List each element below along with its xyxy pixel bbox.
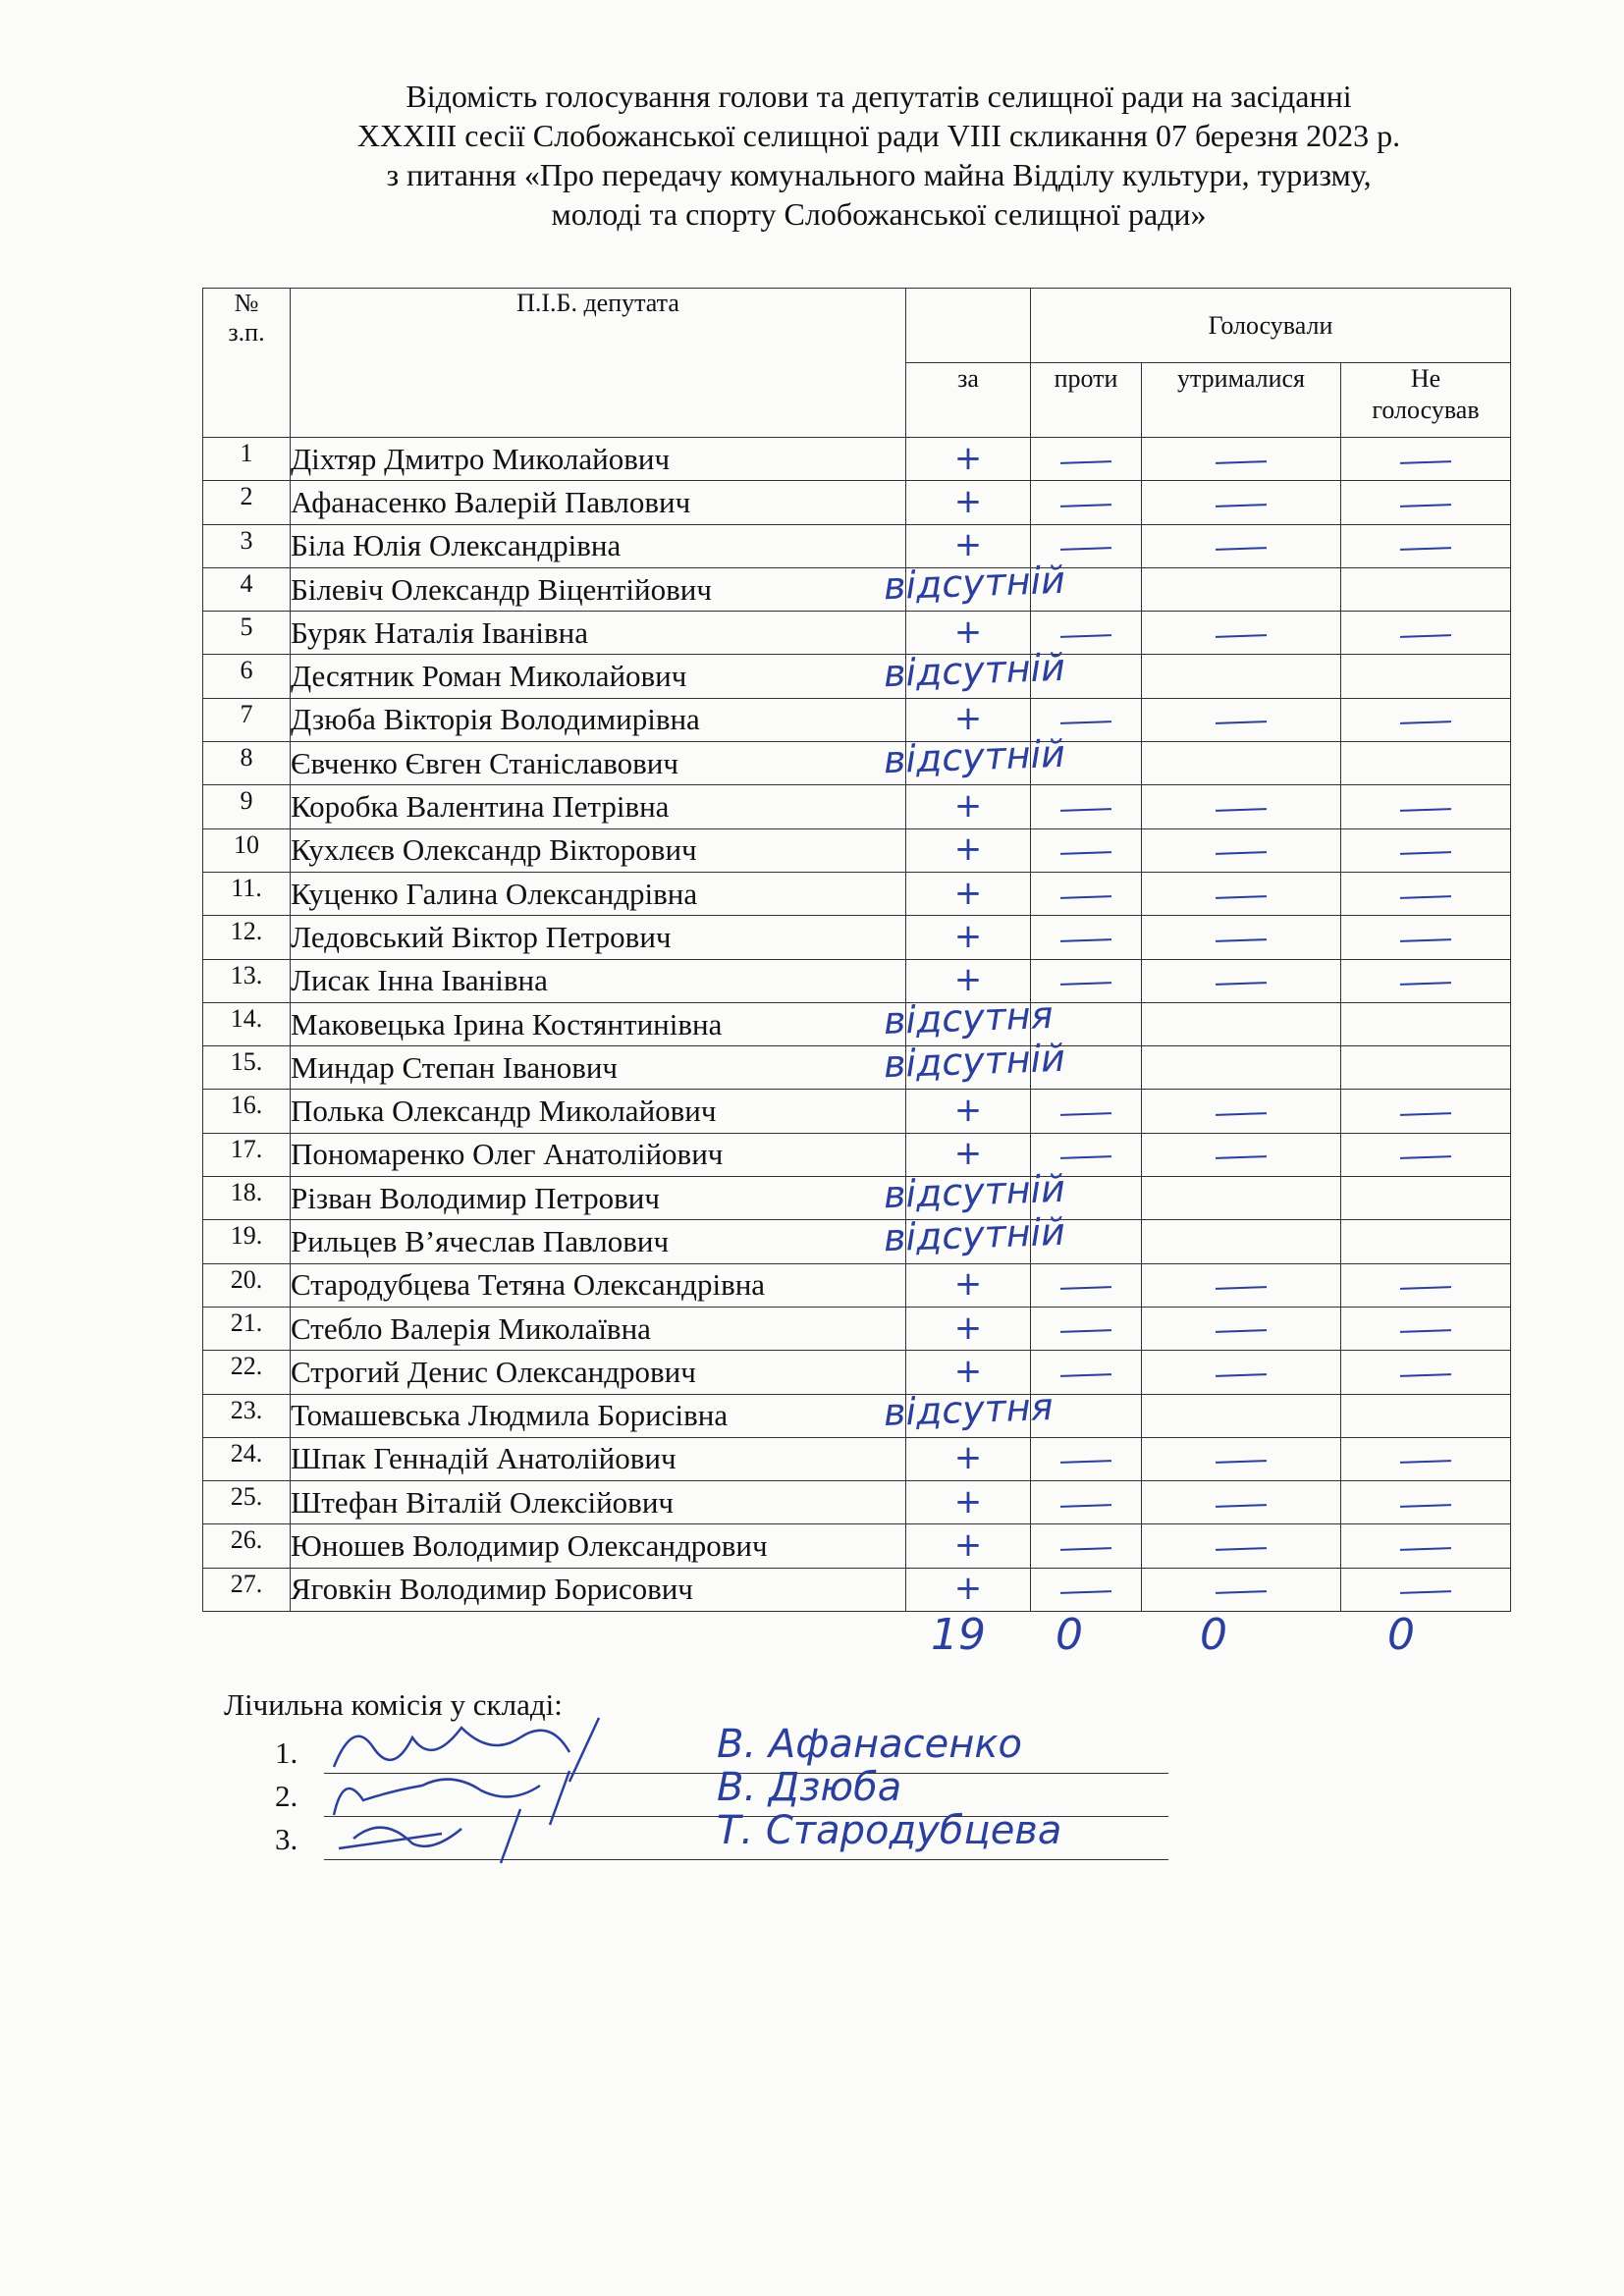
dash-mark	[1216, 1590, 1267, 1594]
table-row	[203, 438, 1511, 481]
vote-against-cell	[1031, 828, 1142, 872]
row-number: 4	[203, 567, 291, 611]
commission-member-number: 1.	[275, 1735, 298, 1770]
commission-member-name: В. Дзюба	[717, 1765, 902, 1810]
dash-mark	[1216, 808, 1267, 812]
vote-not-voted-cell	[1341, 1351, 1511, 1394]
dash-mark	[1216, 460, 1267, 464]
dash-mark	[1400, 1330, 1451, 1334]
vote-abstained-cell	[1142, 1177, 1341, 1220]
dash-mark	[1060, 1286, 1111, 1290]
dash-mark	[1060, 1112, 1111, 1116]
vote-for-cell	[906, 916, 1031, 959]
voting-table	[202, 288, 1511, 1612]
vote-not-voted-cell	[1341, 916, 1511, 959]
dash-mark	[1060, 851, 1111, 855]
vote-not-voted-cell	[1341, 872, 1511, 915]
vote-abstained-cell	[1142, 742, 1341, 785]
dash-mark	[1060, 1155, 1111, 1159]
dash-mark	[1400, 504, 1451, 507]
row-number: 21.	[203, 1307, 291, 1350]
vote-abstained-cell	[1142, 1568, 1341, 1611]
deputy-name: Дзюба Вікторія Володимирівна	[291, 698, 906, 741]
row-number: 10	[203, 828, 291, 872]
dash-mark	[1400, 1155, 1451, 1159]
vote-against-cell	[1031, 1524, 1142, 1568]
vote-against-cell	[1031, 1307, 1142, 1350]
dash-mark	[1216, 1547, 1267, 1551]
col-abstained-header: утрималися	[1142, 363, 1341, 438]
absent-note: відсутній	[883, 1166, 1066, 1217]
total-against: 0	[1056, 1610, 1083, 1660]
vote-against-cell	[1031, 916, 1142, 959]
plus-mark: +	[953, 1351, 983, 1391]
dash-mark	[1400, 851, 1451, 855]
handwritten-signature	[324, 1794, 677, 1873]
dash-mark	[1216, 851, 1267, 855]
dash-mark	[1400, 982, 1451, 986]
dash-mark	[1060, 634, 1111, 638]
plus-mark: +	[953, 1134, 983, 1174]
dash-mark	[1060, 504, 1111, 507]
vote-not-voted-cell	[1341, 1481, 1511, 1524]
plus-mark: +	[953, 525, 983, 565]
vote-against-cell	[1031, 438, 1142, 481]
table-row	[203, 1524, 1511, 1568]
dash-mark	[1060, 938, 1111, 942]
vote-against-cell	[1031, 1568, 1142, 1611]
table-row	[203, 785, 1511, 828]
commission-member-number: 3.	[275, 1822, 298, 1856]
dash-mark	[1060, 895, 1111, 899]
commission-member-name: В. Афанасенко	[717, 1722, 1022, 1767]
plus-mark: +	[953, 1481, 983, 1522]
row-number: 25.	[203, 1481, 291, 1524]
vote-for-cell	[906, 828, 1031, 872]
table-row	[203, 872, 1511, 915]
vote-not-voted-cell	[1341, 1307, 1511, 1350]
vote-not-voted-cell	[1341, 1263, 1511, 1307]
deputy-name: Біла Юлія Олександрівна	[291, 524, 906, 567]
vote-for-cell	[906, 481, 1031, 524]
dash-mark	[1216, 721, 1267, 724]
commission-member-number: 2.	[275, 1779, 298, 1813]
vote-not-voted-cell	[1341, 612, 1511, 655]
dash-mark	[1060, 1373, 1111, 1377]
vote-against-cell	[1031, 1263, 1142, 1307]
plus-mark: +	[953, 960, 983, 1000]
table-row	[203, 828, 1511, 872]
row-number: 19.	[203, 1220, 291, 1263]
dash-mark	[1400, 634, 1451, 638]
table-row	[203, 524, 1511, 567]
vote-not-voted-cell	[1341, 1177, 1511, 1220]
table-row	[203, 1307, 1511, 1350]
plus-mark: +	[953, 1525, 983, 1566]
dash-mark	[1400, 938, 1451, 942]
dash-mark	[1216, 547, 1267, 551]
table-row	[203, 612, 1511, 655]
dash-mark	[1400, 1460, 1451, 1464]
col-number-header: № з.п.	[203, 289, 291, 438]
dash-mark	[1216, 982, 1267, 986]
row-number: 3	[203, 524, 291, 567]
plus-mark: +	[953, 786, 983, 827]
deputy-name: Афанасенко Валерій Павлович	[291, 481, 906, 524]
row-number: 7	[203, 698, 291, 741]
vote-against-cell	[1031, 481, 1142, 524]
vote-for-cell	[906, 785, 1031, 828]
row-number: 13.	[203, 959, 291, 1002]
row-number: 20.	[203, 1263, 291, 1307]
table-row	[203, 1220, 1511, 1263]
counting-commission-label: Лічильна комісія у складі:	[224, 1687, 563, 1722]
table-row	[203, 1046, 1511, 1090]
dash-mark	[1216, 1155, 1267, 1159]
table-row	[203, 1263, 1511, 1307]
dash-mark	[1060, 982, 1111, 986]
vote-abstained-cell	[1142, 1220, 1341, 1263]
vote-abstained-cell	[1142, 959, 1341, 1002]
plus-mark: +	[953, 873, 983, 913]
absent-note: відсутня	[883, 992, 1055, 1042]
dash-mark	[1216, 1504, 1267, 1508]
dash-mark	[1400, 1547, 1451, 1551]
table-row	[203, 1090, 1511, 1133]
vote-not-voted-cell	[1341, 438, 1511, 481]
absent-note: відсутній	[883, 558, 1066, 609]
vote-not-voted-cell	[1341, 524, 1511, 567]
deputy-name: Ледовський Віктор Петрович	[291, 916, 906, 959]
row-number: 26.	[203, 1524, 291, 1568]
table-row	[203, 698, 1511, 741]
row-number: 22.	[203, 1351, 291, 1394]
plus-mark: +	[953, 916, 983, 956]
row-number: 5	[203, 612, 291, 655]
vote-abstained-cell	[1142, 1090, 1341, 1133]
dash-mark	[1400, 721, 1451, 724]
col-blank-header	[906, 289, 1031, 363]
dash-mark	[1060, 1504, 1111, 1508]
dash-mark	[1216, 895, 1267, 899]
vote-not-voted-cell	[1341, 1046, 1511, 1090]
dash-mark	[1400, 1112, 1451, 1116]
vote-not-voted-cell	[1341, 742, 1511, 785]
absent-note: відсутній	[883, 645, 1066, 695]
vote-abstained-cell	[1142, 1307, 1341, 1350]
deputy-name: Куценко Галина Олександрівна	[291, 872, 906, 915]
dash-mark	[1216, 504, 1267, 507]
dash-mark	[1216, 1460, 1267, 1464]
col-not-voted-header: Не голосував	[1341, 363, 1511, 438]
vote-abstained-cell	[1142, 1002, 1341, 1045]
row-number: 11.	[203, 872, 291, 915]
table-row	[203, 1568, 1511, 1611]
plus-mark: +	[953, 1308, 983, 1348]
vote-abstained-cell	[1142, 828, 1341, 872]
table-row	[203, 481, 1511, 524]
vote-not-voted-cell	[1341, 959, 1511, 1002]
vote-for-cell	[906, 1263, 1031, 1307]
vote-for-cell	[906, 1090, 1031, 1133]
row-number: 23.	[203, 1394, 291, 1437]
plus-mark: +	[953, 612, 983, 652]
vote-against-cell	[1031, 1481, 1142, 1524]
deputy-name: Маковецька Ірина Костянтинівна	[291, 1002, 906, 1045]
heading-line-4: молоді та спорту Слобожанської селищної ради»	[551, 196, 1207, 232]
dash-mark	[1400, 1590, 1451, 1594]
col-voted-header: Голосували	[1031, 289, 1511, 363]
vote-for-cell	[906, 1568, 1031, 1611]
deputy-name: Яговкін Володимир Борисович	[291, 1568, 906, 1611]
row-number: 12.	[203, 916, 291, 959]
vote-for-cell	[906, 1307, 1031, 1350]
document-heading	[177, 77, 1581, 234]
plus-mark: +	[953, 481, 983, 521]
vote-not-voted-cell	[1341, 785, 1511, 828]
vote-abstained-cell	[1142, 1351, 1341, 1394]
row-number: 2	[203, 481, 291, 524]
vote-abstained-cell	[1142, 698, 1341, 741]
dash-mark	[1216, 1373, 1267, 1377]
deputy-name: Коробка Валентина Петрівна	[291, 785, 906, 828]
plus-mark: +	[953, 1569, 983, 1609]
vote-not-voted-cell	[1341, 567, 1511, 611]
table-row	[203, 1002, 1511, 1045]
table-row	[203, 1351, 1511, 1394]
dash-mark	[1060, 721, 1111, 724]
row-number: 8	[203, 742, 291, 785]
dash-mark	[1060, 460, 1111, 464]
dash-mark	[1400, 460, 1451, 464]
vote-not-voted-cell	[1341, 1437, 1511, 1480]
deputy-name: Пономаренко Олег Анатолійович	[291, 1133, 906, 1176]
vote-abstained-cell	[1142, 1524, 1341, 1568]
vote-against-cell	[1031, 1090, 1142, 1133]
row-number: 24.	[203, 1437, 291, 1480]
vote-not-voted-cell	[1341, 1002, 1511, 1045]
deputy-name: Миндар Степан Іванович	[291, 1046, 906, 1090]
col-against-header: проти	[1031, 363, 1142, 438]
absent-note: відсутній	[883, 1210, 1066, 1260]
dash-mark	[1060, 1460, 1111, 1464]
vote-not-voted-cell	[1341, 1394, 1511, 1437]
deputy-name: Томашевська Людмила Борисівна	[291, 1394, 906, 1437]
dash-mark	[1216, 634, 1267, 638]
plus-mark: +	[953, 829, 983, 870]
total-abstained: 0	[1200, 1610, 1227, 1660]
heading-line-1: Відомість голосування голови та депутатів селищної ради на засіданні	[406, 79, 1352, 114]
dash-mark	[1400, 1504, 1451, 1508]
commission-member-name: Т. Стародубцева	[717, 1808, 1062, 1853]
deputy-name: Строгий Денис Олександрович	[291, 1351, 906, 1394]
vote-not-voted-cell	[1341, 698, 1511, 741]
dash-mark	[1060, 547, 1111, 551]
vote-abstained-cell	[1142, 916, 1341, 959]
vote-against-cell	[1031, 785, 1142, 828]
vote-not-voted-cell	[1341, 481, 1511, 524]
deputy-name: Різван Володимир Петрович	[291, 1177, 906, 1220]
vote-for-cell	[906, 438, 1031, 481]
dash-mark	[1400, 808, 1451, 812]
table-row	[203, 655, 1511, 698]
vote-not-voted-cell	[1341, 1090, 1511, 1133]
vote-abstained-cell	[1142, 1481, 1341, 1524]
vote-not-voted-cell	[1341, 1133, 1511, 1176]
col-for-header: за	[906, 363, 1031, 438]
heading-line-3: з питання «Про передачу комунального майна Відділу культури, туризму,	[386, 157, 1372, 192]
vote-abstained-cell	[1142, 438, 1341, 481]
deputy-name: Буряк Наталія Іванівна	[291, 612, 906, 655]
dash-mark	[1216, 1330, 1267, 1334]
vote-against-cell	[1031, 872, 1142, 915]
deputy-name: Штефан Віталій Олексійович	[291, 1481, 906, 1524]
deputy-name: Лисак Інна Іванівна	[291, 959, 906, 1002]
heading-line-2: XXXIII сесії Слобожанської селищної ради VIII скликання 07 березня 2023 р.	[356, 118, 1401, 153]
absent-note: відсутня	[883, 1384, 1055, 1434]
row-number: 16.	[203, 1090, 291, 1133]
dash-mark	[1060, 808, 1111, 812]
deputy-name: Рильцев В’ячеслав Павлович	[291, 1220, 906, 1263]
vote-abstained-cell	[1142, 1046, 1341, 1090]
deputy-name: Шпак Геннадій Анатолійович	[291, 1437, 906, 1480]
vote-not-voted-cell	[1341, 1220, 1511, 1263]
dash-mark	[1216, 1286, 1267, 1290]
table-row	[203, 742, 1511, 785]
voting-rows	[203, 438, 1511, 1612]
vote-abstained-cell	[1142, 524, 1341, 567]
vote-not-voted-cell	[1341, 1568, 1511, 1611]
table-row	[203, 959, 1511, 1002]
table-row	[203, 1437, 1511, 1480]
row-number: 15.	[203, 1046, 291, 1090]
row-number: 18.	[203, 1177, 291, 1220]
vote-abstained-cell	[1142, 655, 1341, 698]
col-name-header: П.І.Б. депутата	[291, 289, 906, 438]
vote-abstained-cell	[1142, 612, 1341, 655]
deputy-name: Полька Олександр Миколайович	[291, 1090, 906, 1133]
vote-for-cell	[906, 872, 1031, 915]
deputy-name: Кухлєєв Олександр Вікторович	[291, 828, 906, 872]
dash-mark	[1400, 1286, 1451, 1290]
plus-mark: +	[953, 1264, 983, 1305]
vote-for-cell	[906, 1524, 1031, 1568]
deputy-name: Десятник Роман Миколайович	[291, 655, 906, 698]
vote-abstained-cell	[1142, 481, 1341, 524]
vote-not-voted-cell	[1341, 655, 1511, 698]
dash-mark	[1400, 1373, 1451, 1377]
table-row	[203, 1481, 1511, 1524]
table-row	[203, 1394, 1511, 1437]
vote-not-voted-cell	[1341, 828, 1511, 872]
vote-not-voted-cell	[1341, 1524, 1511, 1568]
vote-against-cell	[1031, 1437, 1142, 1480]
vote-abstained-cell	[1142, 567, 1341, 611]
total-for: 19	[931, 1610, 986, 1660]
row-number: 1	[203, 438, 291, 481]
dash-mark	[1060, 1590, 1111, 1594]
plus-mark: +	[953, 699, 983, 739]
dash-mark	[1060, 1547, 1111, 1551]
row-number: 9	[203, 785, 291, 828]
row-number: 14.	[203, 1002, 291, 1045]
plus-mark: +	[953, 1438, 983, 1478]
dash-mark	[1060, 1330, 1111, 1334]
vote-abstained-cell	[1142, 1263, 1341, 1307]
vote-abstained-cell	[1142, 1437, 1341, 1480]
table-row	[203, 567, 1511, 611]
row-number: 6	[203, 655, 291, 698]
vote-abstained-cell	[1142, 872, 1341, 915]
table-row	[203, 1133, 1511, 1176]
vote-abstained-cell	[1142, 1133, 1341, 1176]
deputy-name: Євченко Євген Станіславович	[291, 742, 906, 785]
plus-mark: +	[953, 438, 983, 478]
plus-mark: +	[953, 1091, 983, 1131]
table-row	[203, 916, 1511, 959]
table-row	[203, 1177, 1511, 1220]
deputy-name: Стебло Валерія Миколаївна	[291, 1307, 906, 1350]
deputy-name: Стародубцева Тетяна Олександрівна	[291, 1263, 906, 1307]
dash-mark	[1400, 895, 1451, 899]
row-number: 27.	[203, 1568, 291, 1611]
dash-mark	[1216, 938, 1267, 942]
vote-abstained-cell	[1142, 1394, 1341, 1437]
dash-mark	[1400, 547, 1451, 551]
absent-note: відсутній	[883, 1036, 1066, 1087]
vote-for-cell	[906, 1481, 1031, 1524]
deputy-name: Білевіч Олександр Віцентійович	[291, 567, 906, 611]
deputy-name: Діхтяр Дмитро Миколайович	[291, 438, 906, 481]
absent-note: відсутній	[883, 731, 1066, 782]
vote-for-cell	[906, 1437, 1031, 1480]
row-number: 17.	[203, 1133, 291, 1176]
dash-mark	[1216, 1112, 1267, 1116]
deputy-name: Юношев Володимир Олександрович	[291, 1524, 906, 1568]
total-not-voted: 0	[1387, 1610, 1415, 1660]
vote-abstained-cell	[1142, 785, 1341, 828]
